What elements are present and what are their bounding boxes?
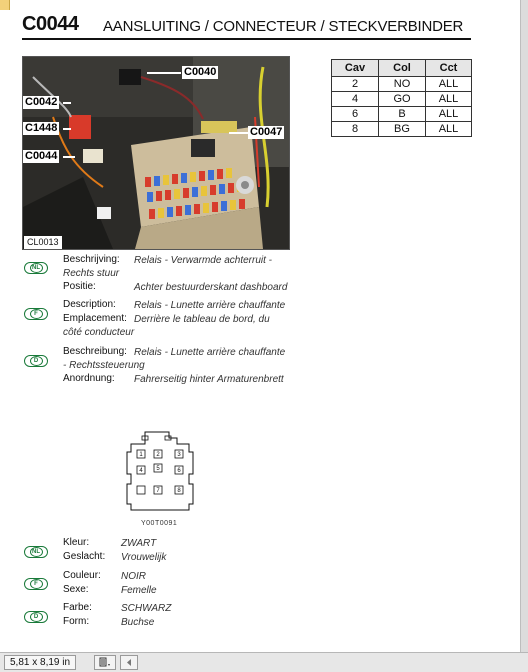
callout-c0044: C0044 [25,150,58,162]
language-d-code: D [30,356,43,366]
arrangement-value-d: Fahrerseitig hinter Armaturenbrett [134,374,284,385]
col-cell: B [379,107,426,122]
form-value-d: Buchse [121,617,155,628]
connector-face-diagram [125,430,205,520]
language-f-icon [24,578,48,590]
header-col: Col [379,60,426,77]
page-layout-icon[interactable] [94,655,116,670]
location-value-f: Derrière le tableau de bord, du côté conducteur [63,314,270,338]
page-corner-marker [0,0,10,10]
position-label-nl: Positie: [63,281,96,292]
col-cell: BG [379,122,426,137]
pin-label: 5 [156,466,160,472]
col-cell: NO [379,77,426,92]
table-row [332,122,472,137]
connector-code-title: C0044 [22,13,79,35]
cav-cell: 2 [332,77,379,92]
table-row [332,107,472,122]
color-value-f: NOIR [121,571,146,582]
language-d-icon [24,611,48,623]
pin-label: 6 [177,468,181,474]
cct-cell: ALL [426,92,472,107]
description-value-d: Relais - Lunette arrière chauffante - Rechtssteuerung [63,347,286,371]
color-label-d: Farbe: [63,602,92,613]
language-f-code: F [30,579,43,589]
connector-title: AANSLUITING / CONNECTEUR / STECKVERBINDER [103,18,464,35]
gender-label-f: Sexe: [63,584,89,595]
language-nl-icon [24,262,48,274]
pin-label: 7 [156,488,160,494]
position-value-nl: Achter bestuurderskant dashboard [134,282,288,293]
callout-c0047: C0047 [250,126,283,138]
vertical-scrollbar[interactable] [520,0,528,652]
gender-value-f: Femelle [121,585,157,596]
status-bar [0,652,528,672]
table-row [332,92,472,107]
pin-label: 2 [156,452,160,458]
header-cav: Cav [332,60,379,77]
language-f-code: F [30,309,43,319]
pin-table [331,59,472,137]
cct-cell: ALL [426,107,472,122]
connector-part-code: Y00T0091 [141,520,178,527]
pin-table-header [332,60,472,77]
language-d-code: D [30,612,43,622]
language-f-icon [24,308,48,320]
description-label-nl: Beschrijving: [63,254,120,265]
cav-cell: 4 [332,92,379,107]
header-cct: Cct [426,60,472,77]
description-label-d: Beschreibung: [63,346,127,357]
callout-c0042: C0042 [25,96,58,108]
callout-c0040: C0040 [184,66,217,78]
gender-label-nl: Geslacht: [63,551,106,562]
arrangement-label-d: Anordnung: [63,373,115,384]
color-label-nl: Kleur: [63,537,90,548]
language-nl-code: NL [30,547,43,557]
form-label-d: Form: [63,616,90,627]
language-nl-code: NL [30,263,43,273]
col-cell: GO [379,92,426,107]
cct-cell: ALL [426,77,472,92]
page-size-indicator: 5,81 x 8,19 in [4,655,76,670]
title-underline [22,38,471,40]
cct-cell: ALL [426,122,472,137]
description-value-nl: Relais - Verwarmde achterruit - Rechts stuur [63,255,273,279]
language-nl-icon [24,546,48,558]
color-value-d: SCHWARZ [121,603,172,614]
description-value-f: Relais - Lunette arrière chauffante [134,300,286,311]
location-photo [22,56,290,250]
pin-label: 3 [177,452,181,458]
pin-label: 4 [139,468,143,474]
pin-label: 8 [177,488,181,494]
description-label-f: Description: [63,299,116,310]
gender-value-nl: Vrouwelijk [121,552,167,563]
table-row [332,77,472,92]
scroll-left-arrow-icon[interactable] [120,655,138,670]
callout-c1448: C1448 [25,122,58,134]
color-label-f: Couleur: [63,570,101,581]
pin-label: 1 [139,452,143,458]
photo-id-label: CL0013 [24,236,62,249]
location-label-f: Emplacement: [63,313,127,324]
language-d-icon [24,355,48,367]
cav-cell: 6 [332,107,379,122]
dashboard-fusebox-image [23,57,289,249]
cav-cell: 8 [332,122,379,137]
color-value-nl: ZWART [121,538,157,549]
